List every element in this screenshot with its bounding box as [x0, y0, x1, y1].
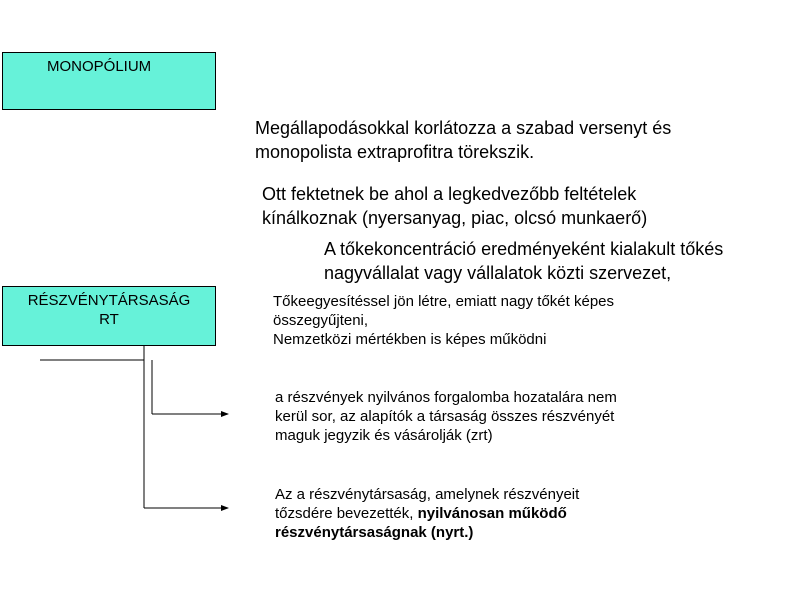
nyrt-line2-plain: tőzsdére bevezették,: [275, 505, 418, 522]
monopoly-line4: kínálkoznak (nyersanyag, piac, olcsó munkaerő): [262, 208, 648, 228]
rt-desc-line2: összegyűjteni,: [273, 312, 369, 329]
monopoly-line2: monopolista extraprofitra törekszik.: [255, 142, 535, 162]
monopoly-line5: A tőkekoncentráció eredményeként kialakult tőkés: [324, 239, 724, 259]
monopoly-line6: nagyvállalat vagy vállalatok közti szervezet,: [324, 263, 672, 283]
zrt-line2: kerül sor, az alapítók a társaság összes részvényét: [275, 408, 615, 425]
monopoly-title: MONOPÓLIUM: [47, 58, 152, 75]
rt-title-line1: RÉSZVÉNYTÁRSASÁG: [27, 292, 191, 309]
nyrt-line3-bold: részvénytársaságnak (nyrt.): [275, 524, 474, 541]
rt-desc-line1: Tőkeegyesítéssel jön létre, emiatt nagy tőkét képes: [273, 293, 615, 310]
monopoly-line3: Ott fektetnek be ahol a legkedvezőbb feltételek: [262, 184, 637, 204]
zrt-line1: a részvények nyilvános forgalomba hozatalára nem: [275, 389, 617, 406]
monopoly-line1: Megállapodásokkal korlátozza a szabad versenyt és: [255, 118, 672, 138]
zrt-line3: maguk jegyzik és vásárolják (zrt): [275, 427, 493, 444]
rt-title-line2: RT: [99, 311, 119, 328]
nyrt-line2-bold: nyilvánosan működő: [417, 505, 567, 522]
rt-desc-line3: Nemzetközi mértékben is képes működni: [273, 331, 547, 348]
nyrt-line1: Az a részvénytársaság, amelynek részvényeit: [275, 486, 580, 503]
